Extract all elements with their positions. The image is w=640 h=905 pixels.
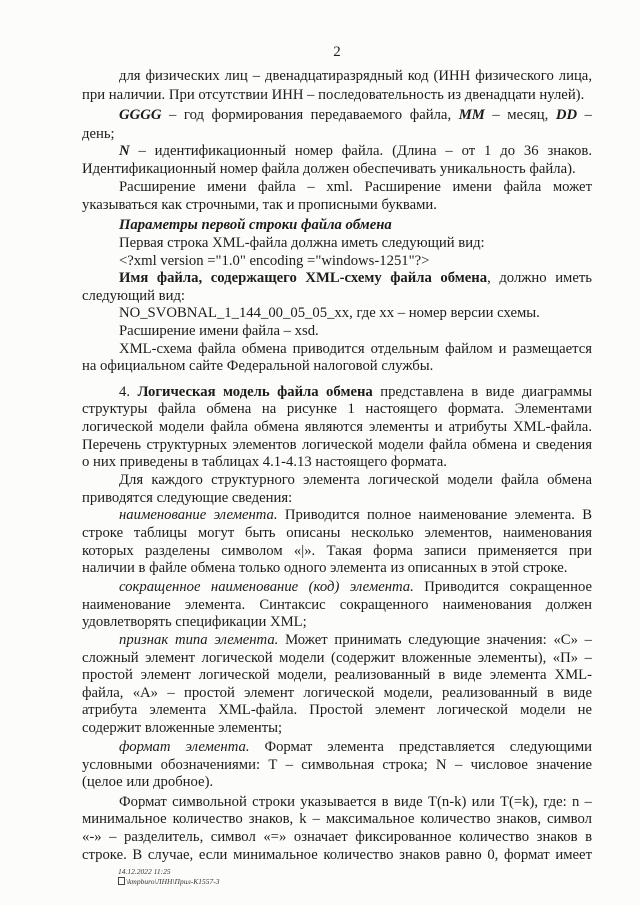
italic-term: наименование элемента. xyxy=(119,507,278,524)
term-day: DD xyxy=(555,107,578,123)
text-line: наличии в файле обмена только одного элемента из описанных в этой строке. xyxy=(82,560,568,577)
text-line: содержит вложенные элементы; xyxy=(82,720,283,736)
term-file-number: N xyxy=(119,143,130,159)
text-line: следующий вид: xyxy=(82,287,186,304)
paragraph-file-extension xyxy=(82,179,592,214)
text-line xyxy=(82,579,592,597)
document-body xyxy=(82,67,592,864)
text-line xyxy=(82,270,592,288)
text-line: Для каждого структурного элемента логической модели файла обмена xyxy=(119,472,592,489)
text-run: Приводится сокращенное xyxy=(413,579,592,596)
text-run: , должно иметь xyxy=(487,270,592,287)
text-line: «-» – разделитель, символ «=» означает фиксированное количество знаков в xyxy=(82,829,592,846)
paragraph-schema-location xyxy=(82,341,592,376)
text-line: XML-схема файла обмена приводится отдельным файлом и размещается xyxy=(119,340,592,357)
item-element-name xyxy=(82,507,592,577)
text-line: Расширение имени файла – xml. Расширение имени файла может xyxy=(119,179,592,196)
paragraph-inn-code xyxy=(82,67,592,105)
file-path-line xyxy=(118,877,219,887)
text-run: Формат элемента представляется следующими xyxy=(249,739,593,756)
item-element-type xyxy=(82,632,592,738)
text-line: Формат символьной строки указывается в виде T(n-k) или T(=k), где: n – xyxy=(119,793,592,810)
text-line: Идентификационный номер файла должен обеспечивать уникальность файла). xyxy=(82,160,576,177)
text-line: Первая строка XML-файла должна иметь следующий вид: xyxy=(119,234,485,251)
text-line: которых разделены символом «|». Такая форма записи применяется при xyxy=(82,542,592,559)
text-line xyxy=(82,384,592,402)
file-path: \kmpburo\ЛНН\Прил-К1557-3 xyxy=(126,876,220,886)
text-line: удовлетворять спецификации XML; xyxy=(82,614,307,631)
text-line: при наличии. При отсутствии ИНН – последовательность из двенадцати нулей). xyxy=(82,87,585,103)
italic-term: сокращенное наименование (код) элемента. xyxy=(119,579,414,596)
term-year: GGGG xyxy=(119,107,162,123)
text-line: (целое или дробное). xyxy=(82,774,214,791)
text-run: – идентификационный номер файла. (Длина – от 1 до 36 знаков. xyxy=(129,143,592,159)
bold-phrase: Логическая модель файла обмена xyxy=(137,383,373,400)
italic-term: формат элемента. xyxy=(119,739,250,756)
text-line: Расширение имени файла – xsd. xyxy=(119,322,319,339)
paragraph-first-line-intro xyxy=(82,235,592,253)
text-line: Перечень структурных элементов логической модели файла обмена и сведения xyxy=(82,436,592,453)
text-line: структуры файла обмена на рисунке 1 настоящего формата. Элементами xyxy=(82,401,592,418)
text-line: строке таблицы могут быть описаны несколько элементов, наименования xyxy=(82,524,592,541)
text-line: строке. В случае, если минимальное количество знаков равно 0, формат имеет xyxy=(82,846,592,863)
text-line: указываться как строчными, так и прописными буквами. xyxy=(82,196,437,213)
heading-first-line-params xyxy=(82,217,592,235)
text-line xyxy=(82,143,592,161)
text-run: – год формирования передаваемого файла, xyxy=(161,107,459,123)
section-heading: Параметры первой строки файла обмена xyxy=(119,217,392,234)
schema-file-name xyxy=(82,305,592,323)
text-line xyxy=(82,106,592,125)
paragraph-schema-file-name xyxy=(82,270,592,305)
text-line: для физических лиц – двенадцатиразрядный код (ИНН физического лица, xyxy=(119,68,592,84)
text-line: простой элемент логической модели, реализованный в виде элемента XML- xyxy=(82,667,592,684)
text-line: о них приведены в таблицах 4.1-4.13 настоящего формата. xyxy=(82,454,447,471)
text-line: атрибута элемента XML-файла. Простой элемент логической модели не xyxy=(82,702,592,719)
bold-phrase: Имя файла, содержащего XML-схему файла обмена xyxy=(119,270,488,287)
print-timestamp: 14.12.2022 11:25 xyxy=(118,867,171,876)
text-run: – месяц, xyxy=(484,107,556,123)
page-number: 2 xyxy=(333,44,341,60)
text-run: Приводится полное наименование элемента. В xyxy=(277,507,592,524)
text-line: условными обозначениями: Т – символьная строка; N – числовое значение xyxy=(82,756,592,773)
xml-declaration xyxy=(82,253,592,271)
text-run: Может принимать следующие значения: «С» – xyxy=(278,632,592,649)
paragraph-schema-extension xyxy=(82,323,592,341)
text-line: наименование элемента. Синтаксис сокращенного наименования должен xyxy=(82,596,592,613)
paragraph-logical-model xyxy=(82,384,592,472)
item-element-short-name xyxy=(82,579,592,632)
text-line xyxy=(82,632,592,650)
text-line: на официальном сайте Федеральной налоговой службы. xyxy=(82,358,434,375)
text-line: файла, «А» – простой элемент логической модели, реализованный в виде xyxy=(82,684,592,701)
text-line: сложный элемент логической модели (содержит вложенные элементы), «П» – xyxy=(82,649,592,666)
paragraph-date-parts xyxy=(82,106,592,143)
italic-term: признак типа элемента. xyxy=(119,632,279,649)
text-line: логической модели файла обмена являются элементы и атрибуты XML-файла. xyxy=(82,418,592,435)
text-line: приводятся следующие сведения: xyxy=(82,489,293,506)
item-number: 4. xyxy=(119,383,138,400)
paragraph-string-format xyxy=(82,794,592,864)
text-line: <?xml version ="1.0" encoding ="windows-1251"?> xyxy=(119,252,430,269)
paragraph-file-id xyxy=(82,143,592,178)
item-element-format xyxy=(82,739,592,792)
document-icon xyxy=(118,877,125,885)
term-month: MM xyxy=(458,107,485,123)
text-run: – xyxy=(577,107,592,123)
text-line: NO_SVOBNAL_1_144_00_05_05_xx, где хх – номер версии схемы. xyxy=(119,305,540,322)
text-run: представлена в виде диаграммы xyxy=(372,383,593,400)
paragraph-element-info-intro xyxy=(82,472,592,507)
text-line xyxy=(82,507,592,525)
text-line: минимальное количество знаков, k – максимальное количество знаков, символ xyxy=(82,811,592,828)
text-line xyxy=(82,739,592,757)
document-footer xyxy=(118,867,219,886)
text-line: день; xyxy=(82,125,115,142)
